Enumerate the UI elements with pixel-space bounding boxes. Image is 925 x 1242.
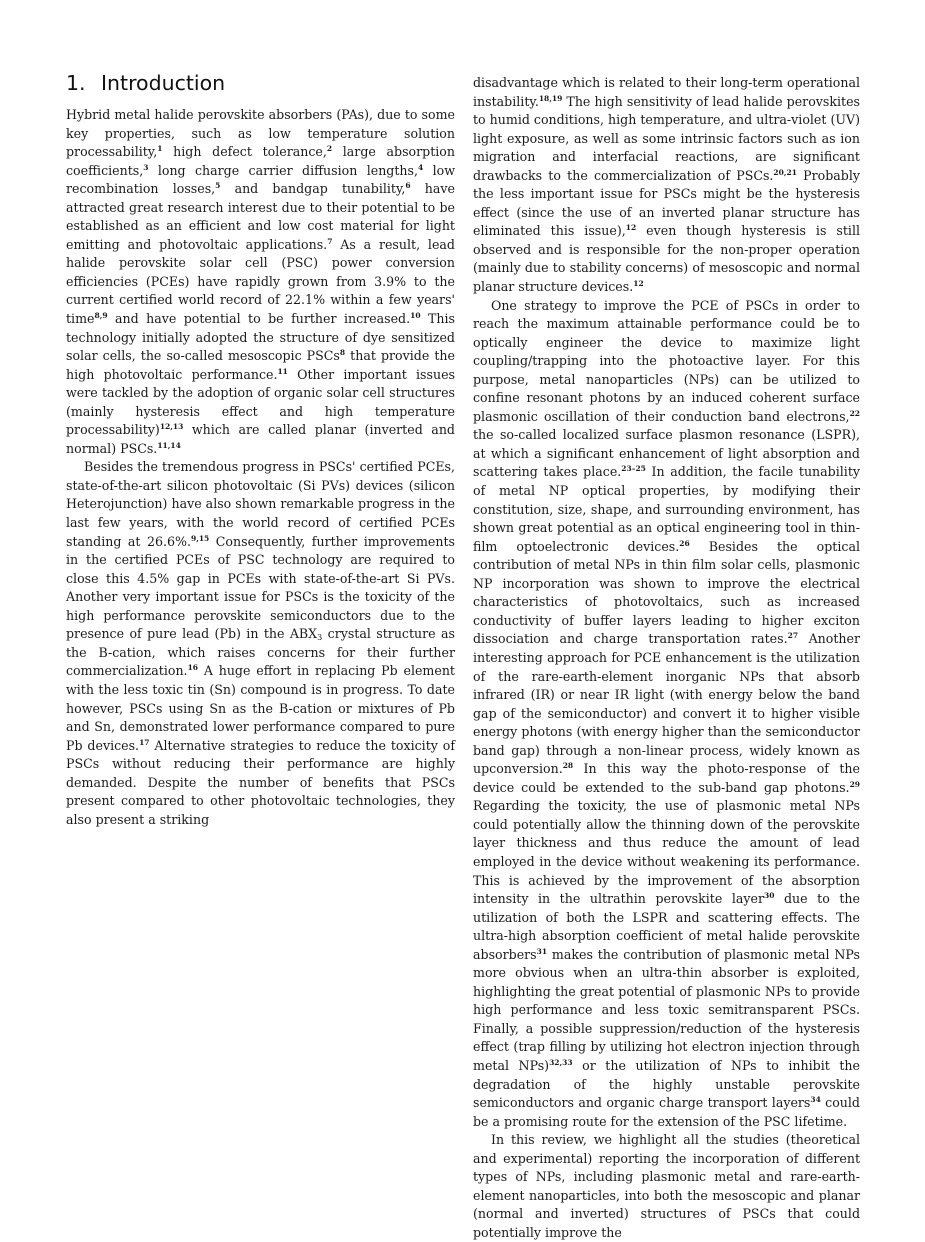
text-run: disadvantage which is related to their long-term operational instability. xyxy=(473,75,860,109)
paragraph xyxy=(473,74,860,297)
citation-ref: 1 xyxy=(157,144,163,154)
citation-ref: 28 xyxy=(562,761,574,771)
text-run: that provide the high photovoltaic performance. xyxy=(66,348,455,382)
citation-ref: 6 xyxy=(405,181,411,191)
citation-ref: 4 xyxy=(418,162,424,172)
citation-ref: 22 xyxy=(849,408,860,418)
text-run: A huge effort in replacing Pb element with the less toxic tin (Sn) compound is in progress. To date however, PSCs using Sn as the B-cation or mixtures of Pb and Sn, demonstrated lower performance compared to pure Pb devices. xyxy=(66,663,455,753)
text-run: Besides the tremendous progress in PSCs' certified PCEs, state-of-the-art silicon photovoltaic (Si PVs) devices (silicon Heterojunction) have also shown remarkable progress in the last few years, with the world record of certified PCEs standing at 26.6%. xyxy=(66,459,455,549)
citation-ref: 30 xyxy=(764,891,775,901)
citation-ref: 23–25 xyxy=(621,464,646,474)
citation-ref: 8 xyxy=(339,348,346,358)
text-run: In this way the photo-response of the device could be extended to the sub-band gap photons. xyxy=(473,761,860,795)
text-run: high defect tolerance, xyxy=(162,144,327,160)
subscript: 3 xyxy=(317,633,323,643)
text-run: large absorption coefficients, xyxy=(66,144,455,178)
citation-ref: 29 xyxy=(849,779,860,789)
citation-ref: 5 xyxy=(215,181,221,191)
citation-ref: 18,19 xyxy=(538,93,563,103)
citation-ref: 20,21 xyxy=(773,167,797,177)
text-run: As a result, lead halide perovskite solar cell (PSC) power conversion efficiencies (PCEs) have rapidly grown from 3.9% to the current certified world record of 22.1% within a few years' time xyxy=(66,236,455,327)
text-run: which are called planar (inverted and normal) PSCs. xyxy=(66,422,455,456)
section-heading xyxy=(66,70,455,96)
citation-ref: 7 xyxy=(327,236,333,246)
text-run: even though hysteresis is still observed and is responsible for the non-proper operation (mainly due to stability concerns) of mesoscopic and normal planar structure devices. xyxy=(473,223,860,295)
left-column xyxy=(66,70,455,829)
section-number: 1. xyxy=(66,71,86,95)
citation-ref: 2 xyxy=(326,144,333,154)
section-title: Introduction xyxy=(101,71,226,95)
text-run: and bandgap tunability, xyxy=(220,181,406,197)
text-run: low recombination losses, xyxy=(66,162,455,197)
citation-ref: 31 xyxy=(536,946,548,956)
citation-ref: 11 xyxy=(277,366,288,376)
text-run: could be a promising route for the extension of the PSC lifetime. xyxy=(473,1095,860,1129)
text-run: One strategy to improve the PCE of PSCs in order to reach the maximum attainable performance could be to optically engineer the device to maximize light coupling/trapping into the photoactive layer. For this purpose, metal nanoparticles (NPs) can be utilized to confine resonant photons by an induced coherent surface plasmonic oscillation of their conduction band electrons, xyxy=(473,297,860,424)
text-run: Besides the optical contribution of metal NPs in thin film solar cells, plasmonic NP incorporation was shown to improve the electrical characteristics of photovoltaics, such as increased conductivity of buffer layers leading to higher exciton dissociation and charge transportation rates. xyxy=(473,538,860,647)
text-run: have attracted great research interest due to their potential to be established as an efficient and low cost material for light emitting and photovoltaic applications. xyxy=(66,181,455,252)
paragraph xyxy=(473,297,860,1132)
citation-ref: 12 xyxy=(625,223,637,233)
text-run: crystal structure as the B-cation, which raises concerns for their further commercialization. xyxy=(66,626,455,679)
text-run: or the utilization of NPs to inhibit the degradation of the highly unstable perovskite semiconductors and organic charge transport layers xyxy=(473,1057,860,1111)
text-run: In this review, we highlight all the studies (theoretical and experimental) reporting the incorporation of different types of NPs, including plasmonic metal and rare-earth-element nanoparticles, into both the mesoscopic and planar (normal and inverted) structures of PSCs that could potentially improve the xyxy=(473,1132,860,1240)
text-run: In addition, the facile tunability of metal NP optical properties, by modifying their constitution, size, shape, and surrounding environment, has shown great potential as an optical engineering tool in thin-film optoelectronic devices. xyxy=(473,464,860,554)
text-run: Another interesting approach for PCE enhancement is the utilization of the rare-earth-element inorganic NPs that absorb infrared (IR) or near IR light (with energy below the band gap of the semiconductor) and convert it to higher visible energy photons (with energy higher than the semiconductor band gap) through a non-linear process, widely known as upconversion. xyxy=(473,631,860,777)
text-run: This technology initially adopted the structure of dye sensitized solar cells, the so-called mesoscopic PSCs xyxy=(66,311,455,364)
citation-ref: 26 xyxy=(679,538,690,548)
text-run: Other important issues were tackled by the adoption of organic solar cell structures (mainly hysteresis effect and high temperature processability) xyxy=(66,366,455,438)
text-run: Alternative strategies to reduce the toxicity of PSCs without reducing their performance are highly demanded. Despite the number of benefits that PSCs present compared to other photovoltaic technologies, they also present a striking xyxy=(66,737,456,827)
right-column xyxy=(473,74,860,1242)
citation-ref: 9,15 xyxy=(191,533,210,543)
citation-ref: 16 xyxy=(187,663,199,673)
citation-ref: 3 xyxy=(143,162,149,172)
text-run: makes the contribution of plasmonic metal NPs more obvious when an ultra-thin absorber is exploited, highlighting the great potential of plasmonic NPs to provide high performance and less toxic semitransparent PSCs. Finally, a possible suppression/reduction of the hysteresis effect (trap filling by utilizing hot electron injection through metal NPs) xyxy=(473,946,860,1073)
text-run: Hybrid metal halide perovskite absorbers (PAs), due to some key properties, such as low temperature solution processability, xyxy=(66,107,455,160)
citation-ref: 27 xyxy=(787,631,799,641)
paragraph xyxy=(66,458,455,829)
text-run: due to the utilization of both the LSPR and scattering effects. The ultra-high absorption coefficient of metal halide perovskite absorbers xyxy=(473,891,860,962)
citation-ref: 10 xyxy=(410,311,421,321)
text-run: Consequently, further improvements in the certified PCEs of PSC technology are required to close this 4.5% gap in PCEs with state-of-the-art Si PVs. Another very important issue for PSCs is the toxicity of the high performance perovskite semiconductors due to the presence of pure lead (Pb) in the ABX xyxy=(66,533,455,642)
citation-ref: 12,13 xyxy=(159,422,184,432)
text-run: long charge carrier diffusion lengths, xyxy=(148,162,419,178)
citation-ref: 12 xyxy=(633,279,644,289)
citation-ref: 8,9 xyxy=(94,311,108,321)
text-run: and have potential to be further increased. xyxy=(107,311,411,327)
text-run: Probably the less important issue for PSCs might be the hysteresis effect (since the use of an inverted planar structure has eliminated this issue), xyxy=(473,167,860,239)
text-run: the so-called localized surface plasmon resonance (LSPR), at which a significant enhancement of light absorption and scattering takes place. xyxy=(473,427,860,480)
citation-ref: 17 xyxy=(139,737,150,747)
paragraph xyxy=(473,1131,860,1242)
text-run: Regarding the toxicity, the use of plasmonic metal NPs could potentially allow the thinning down of the perovskite layer thickness and thus reduce the amount of lead employed in the device without weakening its performance. This is achieved by the improvement of the absorption intensity in the ultrathin perovskite layer xyxy=(473,798,860,907)
citation-ref: 34 xyxy=(810,1095,821,1105)
citation-ref: 11,14 xyxy=(157,440,181,450)
citation-ref: 32,33 xyxy=(549,1057,573,1067)
paragraph xyxy=(66,106,455,458)
text-run: The high sensitivity of lead halide perovskites to humid conditions, high temperature, and ultra-violet (UV) light exposure, as well as some intrinsic factors such as ion migration and interfacial reactions, are significant drawbacks to the commercialization of PSCs. xyxy=(473,93,860,183)
